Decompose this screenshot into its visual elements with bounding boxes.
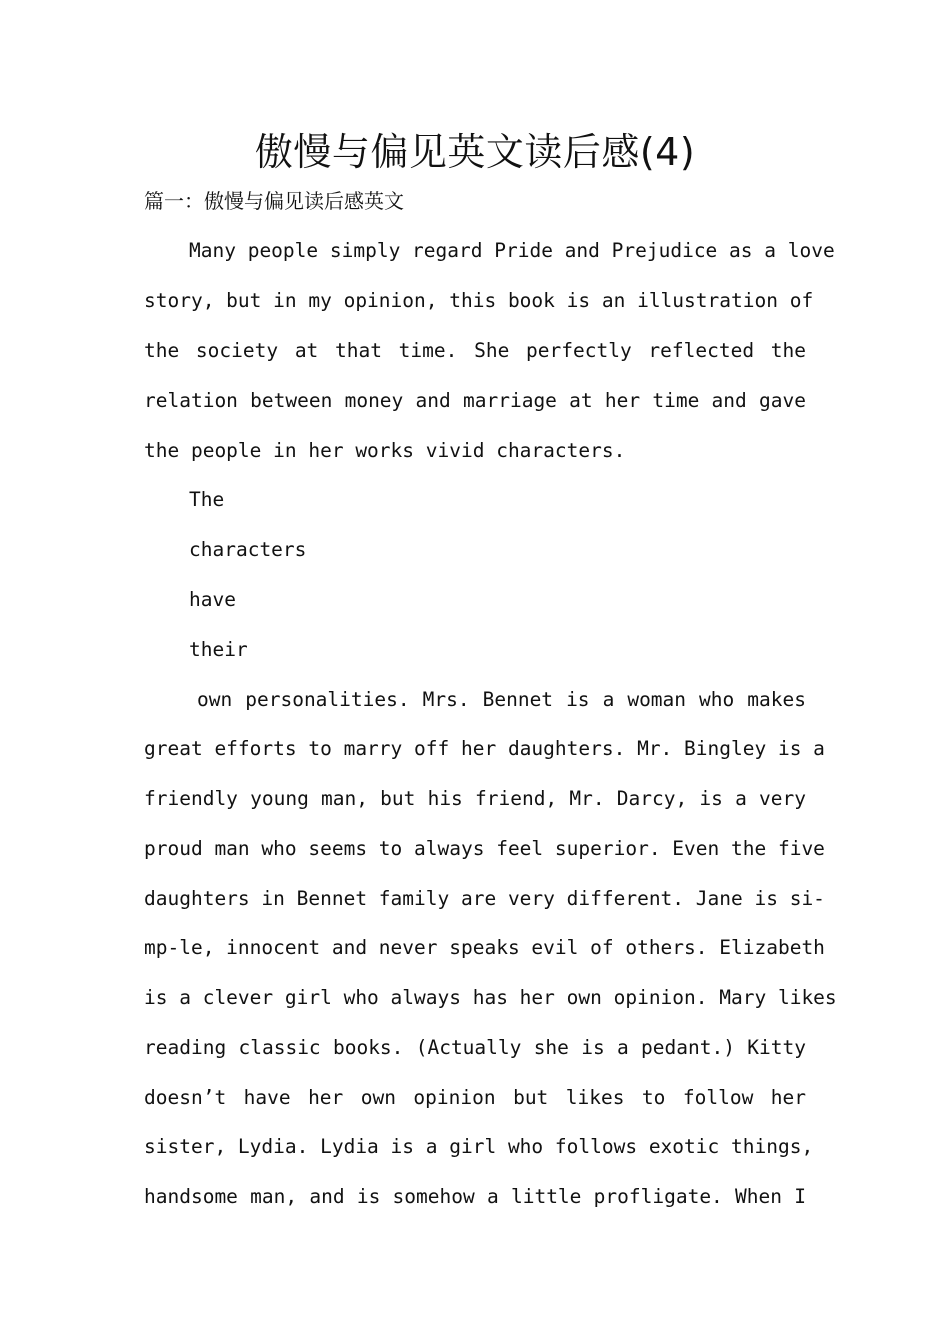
paragraph-line: friendly young man, but his friend, Mr. Darcy, is a very <box>144 787 806 810</box>
paragraph-line: sister, Lydia. Lydia is a girl who follows exotic things, <box>144 1135 814 1158</box>
paragraph-line: story, but in my opinion, this book is an illustration of <box>144 289 814 312</box>
paragraph-line: the society at that time. She perfectly reflected the <box>144 339 806 362</box>
paragraph-line: great efforts to marry off her daughters. Mr. Bingley is a <box>144 737 825 760</box>
paragraph-line: relation between money and marriage at her time and gave <box>144 389 806 412</box>
paragraph-line: is a clever girl who always has her own opinion. Mary likes <box>144 986 837 1009</box>
paragraph-line: handsome man, and is somehow a little profligate. When I <box>144 1185 806 1208</box>
paragraph-line: proud man who seems to always feel superior. Even the five <box>144 837 825 860</box>
paragraph-line: the people in her works vivid characters. <box>144 439 626 462</box>
page-title: 傲慢与偏见英文读后感(4) <box>254 130 696 174</box>
paragraph-line: reading classic books. (Actually she is a pedant.) Kitty <box>144 1036 806 1059</box>
paragraph-line: daughters in Bennet family are very different. Jane is si- <box>144 887 825 910</box>
fragment-line: have <box>189 588 236 611</box>
fragment-line: The <box>189 488 225 511</box>
section-heading: 篇一：傲慢与偏见读后感英文 <box>144 189 404 213</box>
paragraph-line: Many people simply regard Pride and Prejudice as a love <box>189 239 835 262</box>
paragraph-line: mp-le, innocent and never speaks evil of others. Elizabeth <box>144 936 825 959</box>
paragraph-line: own personalities. Mrs. Bennet is a woman who makes <box>197 688 806 711</box>
fragment-line: their <box>189 638 248 661</box>
paragraph-line: doesn’t have her own opinion but likes to follow her <box>144 1086 806 1109</box>
fragment-line: characters <box>189 538 307 561</box>
